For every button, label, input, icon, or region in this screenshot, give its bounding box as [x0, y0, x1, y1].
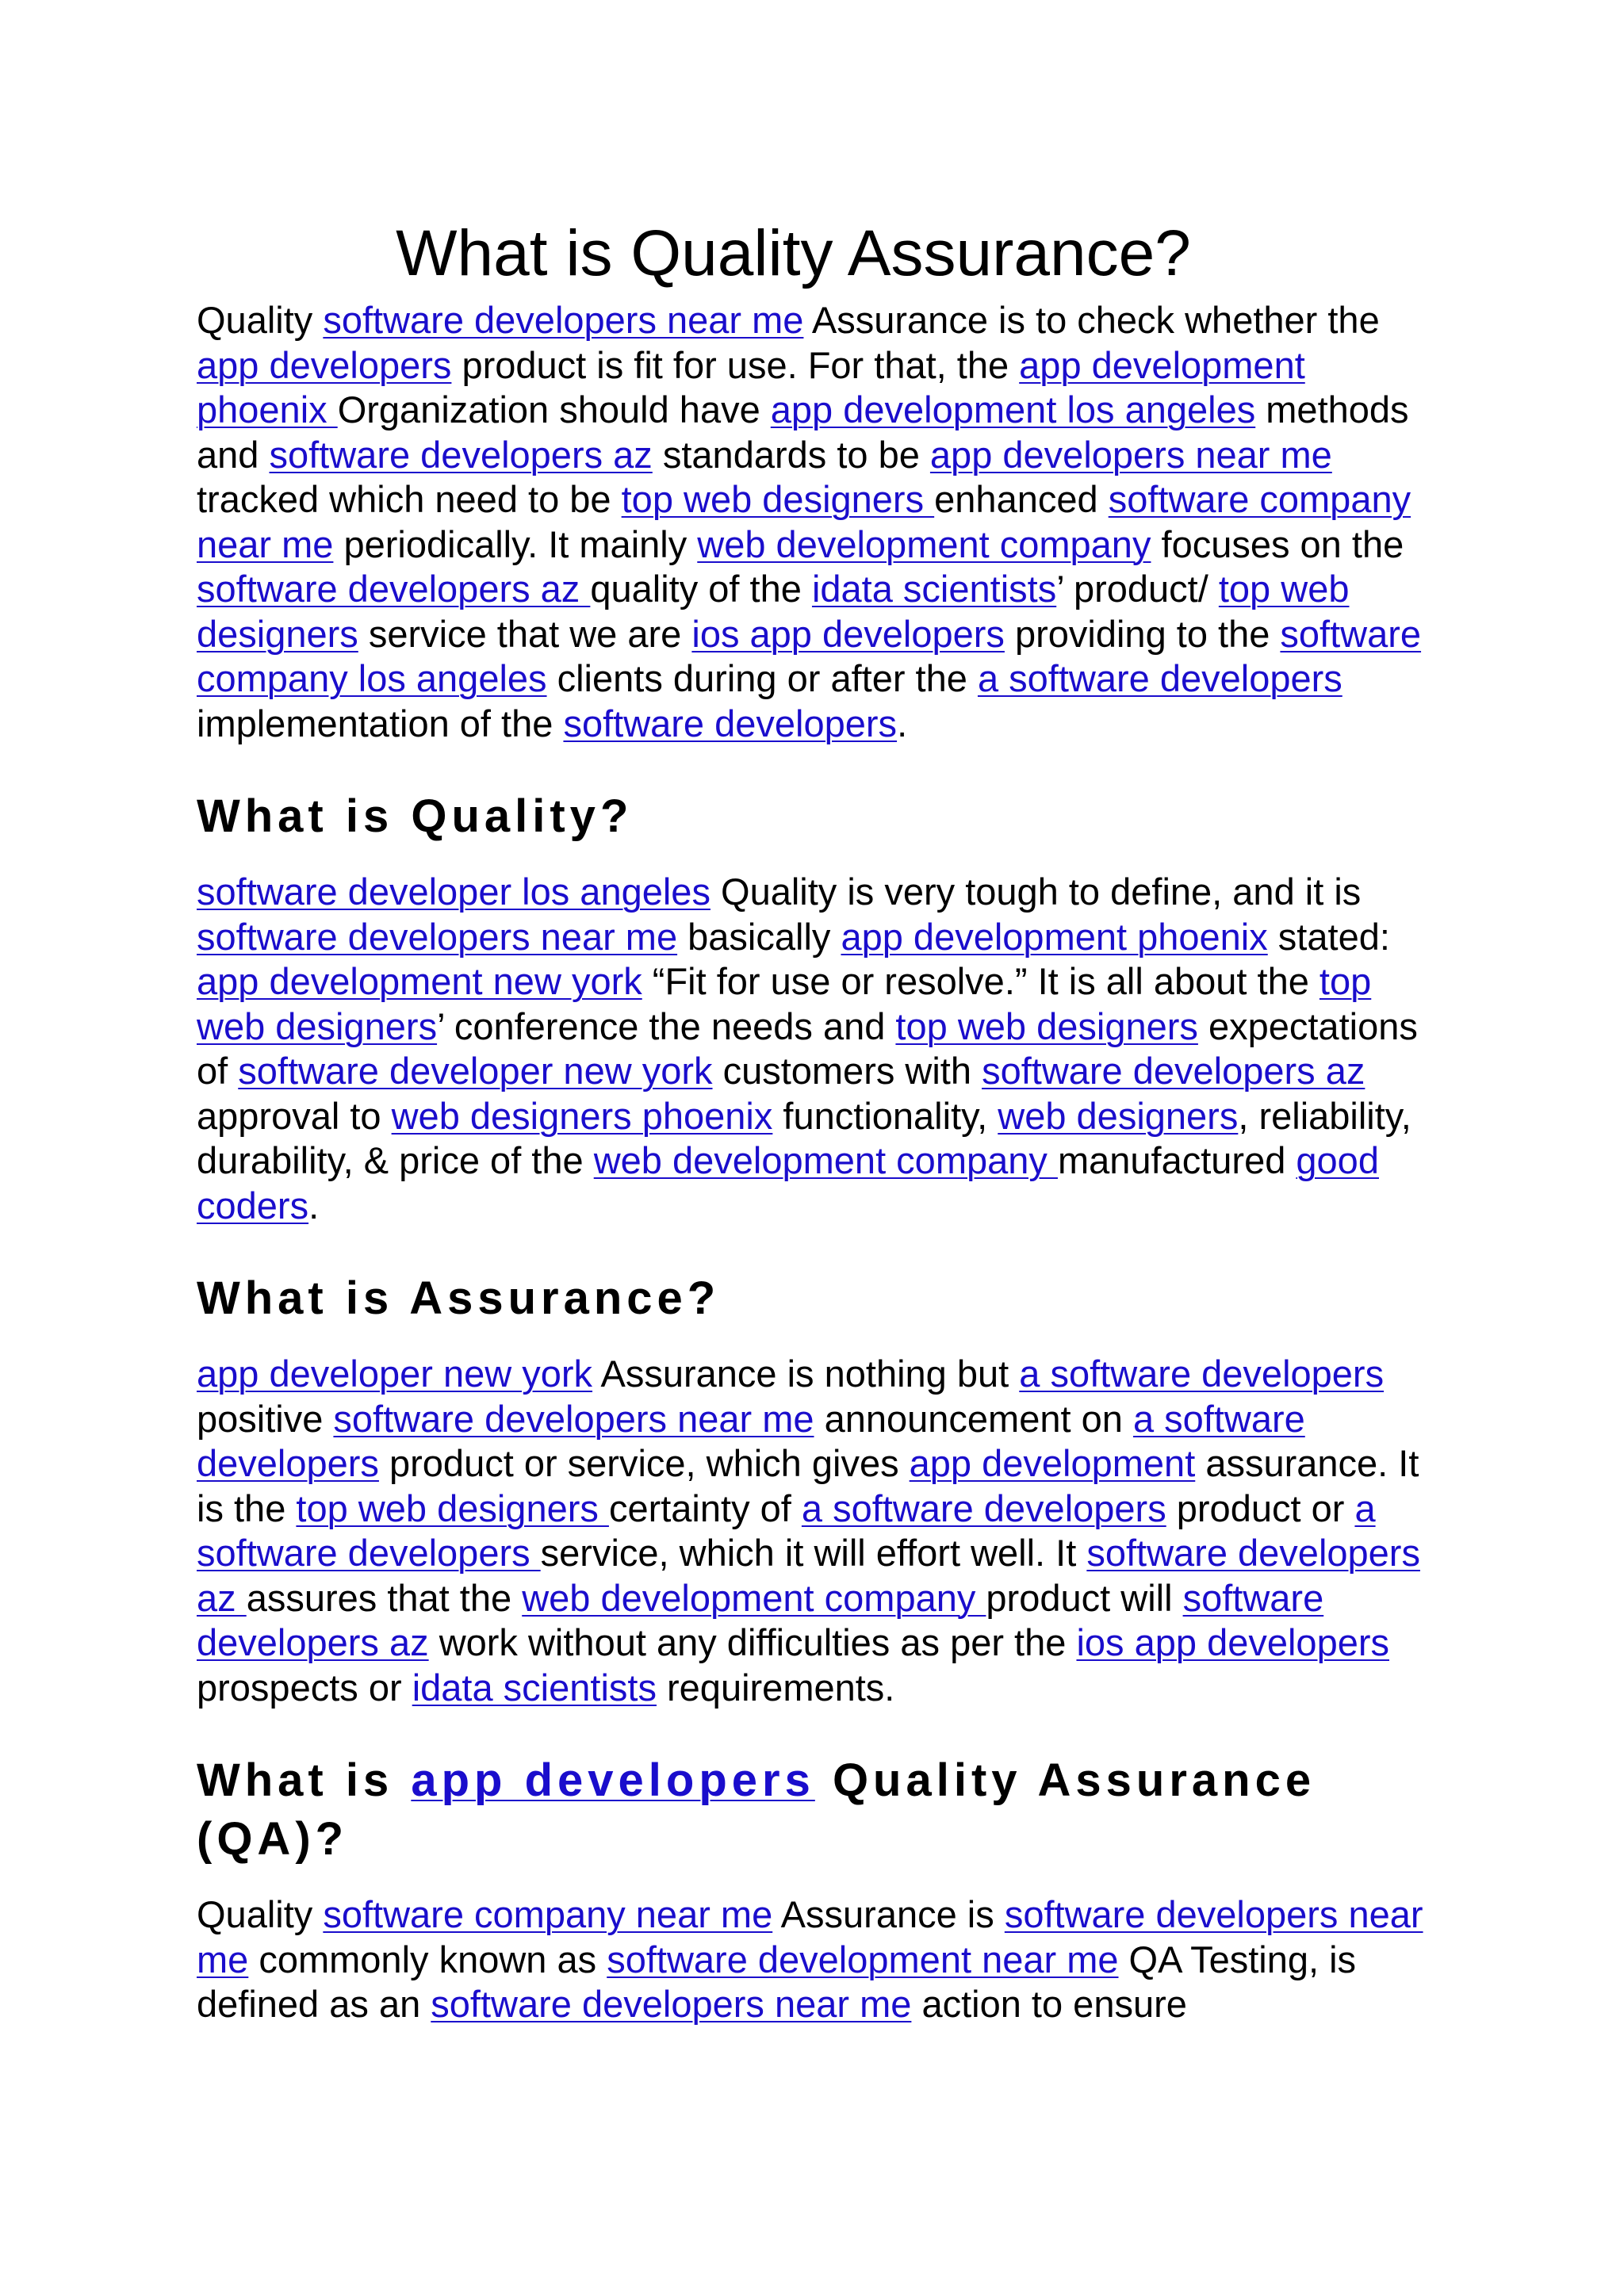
text-run: basically — [677, 915, 841, 958]
text-run: . — [308, 1184, 320, 1226]
text-run: product will — [986, 1576, 1183, 1619]
inline-link[interactable]: web development company — [697, 522, 1151, 565]
inline-link[interactable]: software company los angeles — [197, 612, 1422, 699]
text-run: assurance. It is the — [197, 1442, 1419, 1529]
text-run: prospects or — [197, 1666, 412, 1709]
text-run: service that we are — [358, 612, 692, 655]
text-run: requirements. — [656, 1666, 895, 1709]
inline-link[interactable]: app development — [909, 1442, 1196, 1484]
inline-link[interactable]: a software developers — [801, 1487, 1166, 1529]
inline-link[interactable]: software developers az — [197, 1576, 1324, 1663]
text-run: clients during or after the — [546, 657, 978, 699]
text-run: ’ conference the needs and — [437, 1004, 896, 1047]
inline-link[interactable]: software developer los angeles — [197, 871, 710, 913]
text-run: functionality, — [772, 1094, 998, 1137]
inline-link[interactable]: app developers — [197, 343, 452, 386]
inline-link[interactable]: top web designers — [296, 1487, 609, 1529]
text-run: tracked which need to be — [197, 478, 622, 520]
text-run: expectations of — [197, 1004, 1418, 1092]
text-run: commonly known as — [248, 1938, 607, 1980]
text-run: action to ensure — [911, 1983, 1187, 2025]
text-run: customers with — [712, 1050, 982, 1092]
text-run: stated: — [1267, 915, 1390, 958]
text-run: Quality is very tough to define, and it is — [710, 871, 1362, 913]
inline-link[interactable]: a software developers — [1019, 1353, 1385, 1395]
inline-link[interactable]: idata scientists — [811, 568, 1057, 610]
inline-link[interactable]: software developer new york — [238, 1050, 713, 1092]
page-title: What is Quality Assurance? — [396, 217, 1191, 289]
inline-link[interactable]: app development phoenix — [841, 915, 1268, 958]
text-run: service, which it will effort well. It — [540, 1532, 1087, 1574]
text-run: Quality — [197, 1893, 324, 1935]
text-run: Quality Assurance (QA)? — [197, 1755, 1316, 1865]
inline-link[interactable]: software developers az — [197, 568, 591, 610]
text-run: certainty of — [608, 1487, 802, 1529]
inline-link[interactable]: top web designers — [197, 568, 1350, 655]
inline-link[interactable]: ios app developers — [691, 612, 1005, 655]
inline-link[interactable]: app development los angeles — [770, 388, 1256, 430]
inline-link[interactable]: a software developers — [197, 1487, 1376, 1574]
text-run: methods and — [197, 388, 1409, 476]
text-run: enhanced — [934, 478, 1109, 520]
inline-link[interactable]: top web designers — [895, 1004, 1198, 1047]
text-run: What is Quality? — [197, 790, 634, 842]
text-run: Quality — [197, 299, 324, 341]
body-paragraph — [197, 870, 1446, 1228]
text-run: , reliability, durability, & price of the — [197, 1094, 1411, 1181]
text-run: work without any difficulties as per the — [428, 1621, 1077, 1663]
inline-link[interactable]: app developers — [411, 1755, 815, 1806]
inline-link[interactable]: software developers near me — [197, 915, 678, 958]
inline-link[interactable]: app development phoenix — [197, 343, 1305, 430]
inline-link[interactable]: software company near me — [323, 1893, 773, 1935]
inline-link[interactable]: software developers near me — [333, 1397, 814, 1440]
inline-link[interactable]: idata scientists — [412, 1666, 657, 1709]
section-heading — [197, 787, 1446, 846]
inline-link[interactable]: top web designers — [197, 960, 1372, 1047]
text-run: product is fit for use. For that, the — [451, 343, 1020, 386]
inline-link[interactable]: app developers near me — [929, 433, 1332, 476]
text-run: product or service, which gives — [378, 1442, 910, 1484]
text-run: announcement on — [814, 1397, 1133, 1440]
inline-link[interactable]: software developers az — [982, 1050, 1365, 1092]
text-run: positive — [197, 1397, 334, 1440]
text-run: manufactured — [1057, 1139, 1297, 1181]
text-run: ’ product/ — [1056, 568, 1219, 610]
text-run: . — [897, 702, 908, 744]
inline-link[interactable]: ios app developers — [1076, 1621, 1389, 1663]
text-run: periodically. It mainly — [333, 522, 698, 565]
text-run: implementation of the — [197, 702, 564, 744]
text-run: Organization should have — [337, 388, 771, 430]
inline-link[interactable]: software developers — [563, 702, 898, 744]
body-paragraph — [197, 1352, 1446, 1710]
inline-link[interactable]: software developers near me — [197, 1893, 1423, 1980]
text-run: focuses on the — [1151, 522, 1404, 565]
inline-link[interactable]: web development company — [522, 1576, 986, 1619]
inline-link[interactable]: software development near me — [607, 1938, 1119, 1980]
body-paragraph — [197, 298, 1446, 746]
text-run: approval to — [197, 1094, 392, 1137]
inline-link[interactable]: web designers phoenix — [391, 1094, 773, 1137]
document-page — [197, 214, 1446, 2027]
section-heading — [197, 1269, 1446, 1328]
section-heading — [197, 1751, 1446, 1869]
inline-link[interactable]: software developers near me — [431, 1983, 912, 2025]
text-run: providing to the — [1004, 612, 1281, 655]
document-body — [197, 298, 1446, 2027]
text-run: Assurance is to check whether the — [803, 299, 1380, 341]
inline-link[interactable]: top web designers — [621, 478, 935, 520]
inline-link[interactable]: app developer new york — [197, 1353, 593, 1395]
text-run: What is — [197, 1755, 412, 1806]
inline-link[interactable]: app development new york — [197, 960, 642, 1002]
text-run: What is Assurance? — [197, 1272, 721, 1324]
inline-link[interactable]: software company near me — [197, 478, 1411, 565]
text-run: standards to be — [652, 433, 930, 476]
inline-link[interactable]: software developers near me — [323, 299, 804, 341]
body-paragraph — [197, 1892, 1446, 2027]
inline-link[interactable]: a software developers — [977, 657, 1342, 699]
text-run: assures that the — [246, 1576, 523, 1619]
text-run: QA Testing, is defined as an — [197, 1938, 1357, 2025]
inline-link[interactable]: web designers — [998, 1094, 1239, 1137]
text-run: “Fit for use or resolve.” It is all about the — [642, 960, 1320, 1002]
inline-link[interactable]: good coders — [197, 1139, 1379, 1226]
text-run: product or — [1166, 1487, 1355, 1529]
text-run: Assurance is nothing but — [592, 1353, 1020, 1395]
inline-link[interactable]: software developers az — [197, 1532, 1420, 1619]
inline-link[interactable]: a software developers — [197, 1397, 1305, 1484]
inline-link[interactable]: web development company — [593, 1139, 1058, 1181]
text-run: Assurance is — [772, 1893, 1005, 1935]
text-run: quality of the — [590, 568, 812, 610]
inline-link[interactable]: software developers az — [269, 433, 653, 476]
